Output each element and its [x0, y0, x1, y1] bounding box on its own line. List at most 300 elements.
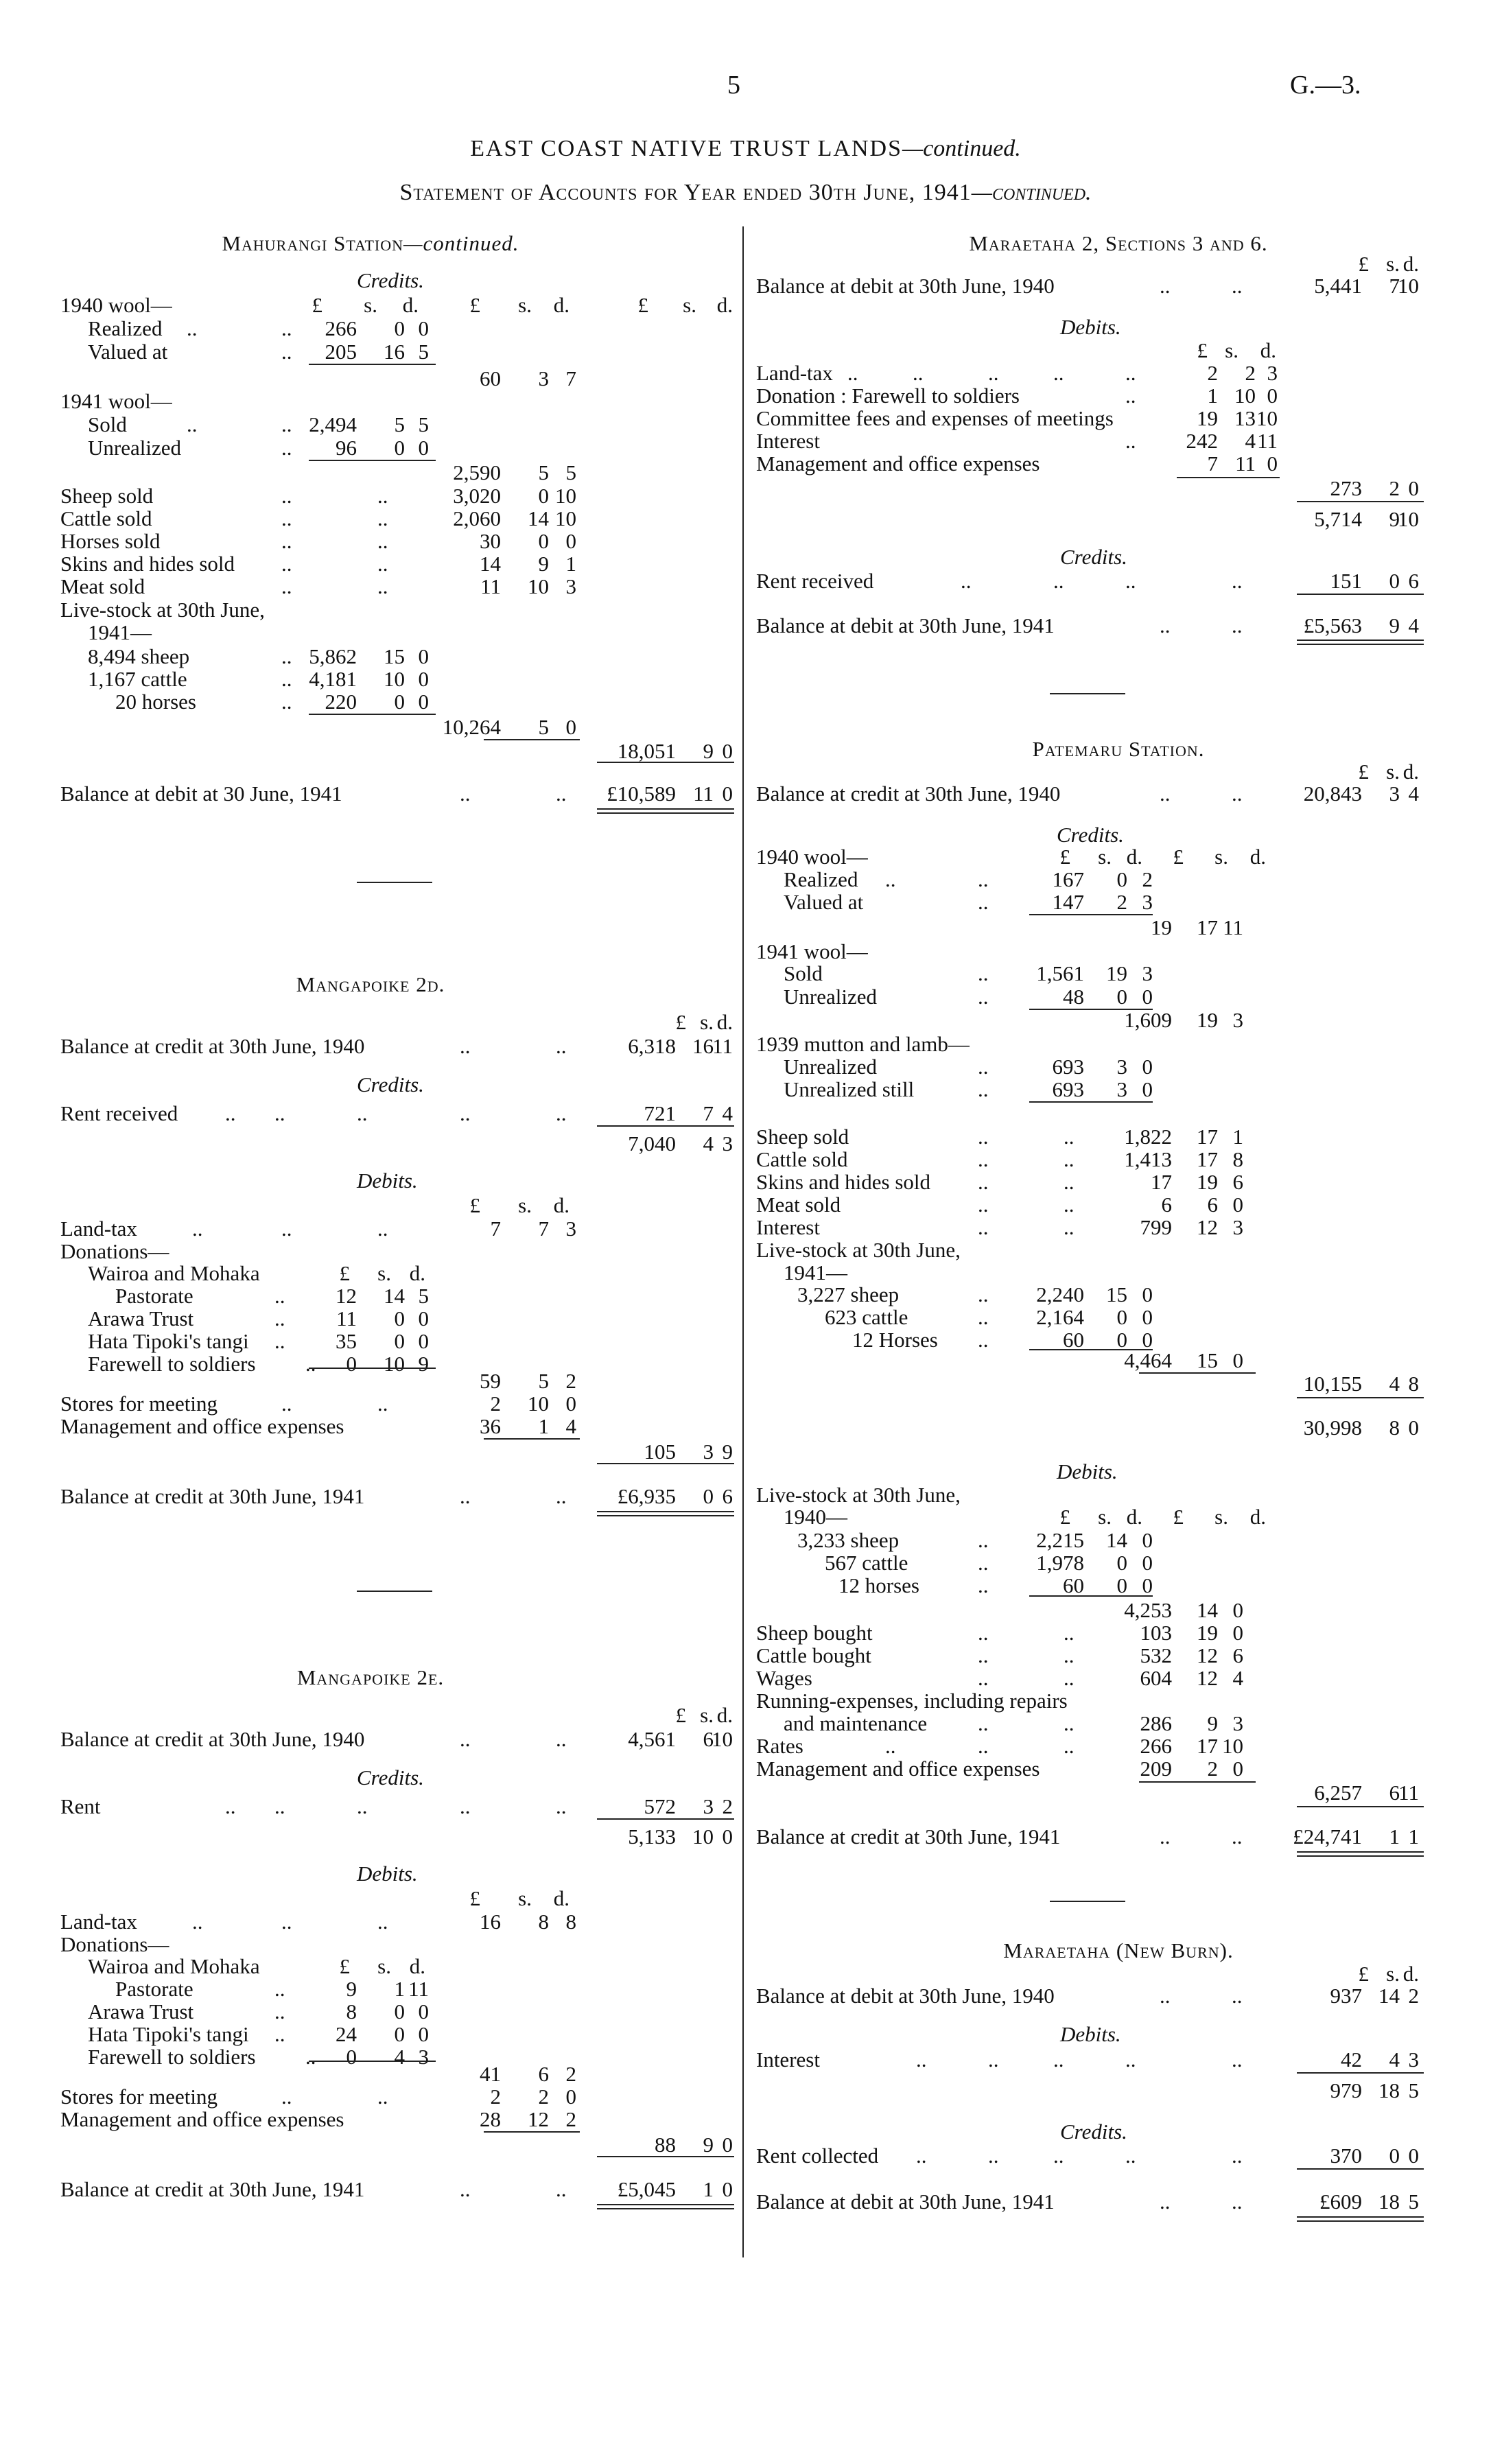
column-header: s. — [1225, 338, 1238, 362]
management-shillings: 2 — [1207, 1757, 1218, 1781]
leader-dots: .. — [1160, 1824, 1171, 1849]
livestock-item-shillings: 10 — [384, 667, 405, 691]
credit-item-pounds: 6 — [1161, 1193, 1172, 1217]
debit-item-label: Sheep bought — [756, 1621, 873, 1645]
rule — [1297, 501, 1424, 502]
closing-balance-pounds: £24,741 — [1293, 1824, 1362, 1849]
subtotal-pence: 0 — [1408, 1416, 1419, 1440]
leader-dots: .. — [377, 529, 388, 553]
management-pounds: 209 — [1140, 1757, 1172, 1781]
leader-dots: .. — [281, 667, 292, 691]
donations-total-pence: 2 — [565, 1369, 576, 1393]
opening-balance-pence: 2 — [1408, 1984, 1419, 2008]
rent-pounds: 721 — [644, 1101, 676, 1125]
donation-item-label: Pastorate — [115, 1284, 193, 1308]
subtitle-continued: —continued. — [971, 180, 1092, 205]
rent-label: Rent collected — [756, 2144, 879, 2168]
column-header: £ — [1358, 1962, 1369, 1986]
credit-item-pounds: 11 — [480, 574, 501, 598]
column-header: s. — [364, 293, 377, 317]
leader-dots: .. — [460, 2177, 471, 2201]
wool1940-total-pence: 11 — [1223, 915, 1243, 939]
leader-dots: .. — [305, 2045, 316, 2069]
livestock-item-pounds: 60 — [1063, 1328, 1084, 1352]
debit-item-pence: 4 — [1232, 1666, 1243, 1690]
rule — [597, 808, 734, 810]
interest-shillings: 4 — [1389, 2048, 1400, 2072]
page-reference: G.—3. — [1290, 71, 1361, 99]
wool-1941-label: 1941 wool— — [756, 939, 868, 963]
leader-dots: .. — [978, 961, 989, 985]
leader-dots: .. — [281, 552, 292, 576]
donation-item-pounds: 8 — [346, 1999, 357, 2023]
opening-balance-shillings: 16 — [692, 1034, 714, 1058]
valued-pence: 5 — [418, 340, 429, 364]
debit-item-label: Land-tax — [756, 361, 833, 385]
section-heading-new-burn: Maraetaha (New Burn). — [1003, 1938, 1234, 1962]
donation-item-pounds: 12 — [336, 1284, 357, 1308]
sold-pence: 3 — [1142, 961, 1153, 985]
balance-label: Balance at debit at 30 June, 1941 — [60, 782, 342, 806]
donation-item-label: Farewell to soldiers — [88, 1352, 256, 1376]
column-header: s. — [518, 1886, 532, 1910]
column-divider — [742, 226, 744, 2257]
opening-balance-pence: 4 — [1408, 782, 1419, 806]
management-pence: 2 — [565, 2107, 576, 2131]
subtitle-text: Statement of Accounts for Year ended 30th June, 1941 — [399, 180, 972, 205]
credits-total-pence: 0 — [722, 739, 733, 763]
leader-dots: .. — [978, 1573, 989, 1597]
leader-dots: .. — [978, 1305, 989, 1329]
leader-dots: .. — [1125, 429, 1136, 453]
closing-balance-pounds: £6,935 — [617, 1484, 676, 1508]
donation-item-shillings: 1 — [394, 1977, 405, 2001]
debit-item-pounds: 242 — [1186, 429, 1218, 453]
leader-dots: .. — [377, 1910, 388, 1934]
stores-label: Stores for meeting — [60, 2085, 218, 2109]
sold-pounds: 1,561 — [1036, 961, 1084, 985]
credits-total-pounds: 10,155 — [1303, 1372, 1362, 1396]
wool1941-total-pence: 3 — [1232, 1008, 1243, 1032]
livestock-item-pounds: 5,862 — [309, 644, 357, 668]
rent-pounds: 572 — [644, 1794, 676, 1818]
debits-total-pence: 11 — [1398, 1781, 1419, 1805]
leader-dots: .. — [1064, 1215, 1075, 1239]
leader-dots: .. — [281, 436, 292, 460]
running-expenses-label-2: and maintenance — [784, 1711, 928, 1735]
balance-pounds: £10,589 — [607, 782, 676, 806]
leader-dots: .. — [1053, 569, 1064, 593]
debit-item-pence: 6 — [1232, 1643, 1243, 1667]
rule — [597, 1818, 734, 1820]
column-header: s. — [700, 1010, 714, 1034]
debit-item-pounds: 103 — [1140, 1621, 1172, 1645]
land-tax-label: Land-tax — [60, 1217, 137, 1241]
column-header: d. — [553, 293, 570, 317]
running-expenses-label: Running-expenses, including repairs — [756, 1689, 1068, 1713]
credit-item-shillings: 10 — [528, 574, 549, 598]
credit-item-shillings: 19 — [1197, 1170, 1218, 1194]
credit-item-pence: 3 — [565, 574, 576, 598]
section-separator — [1050, 1901, 1125, 1902]
valued-pence: 3 — [1142, 890, 1153, 914]
sold-shillings: 19 — [1106, 961, 1127, 985]
debits-total-shillings: 2 — [1389, 476, 1400, 500]
leader-dots: .. — [1053, 2144, 1064, 2168]
column-header: d. — [716, 293, 733, 317]
debit-item-label: Committee fees and expenses of meetings — [756, 406, 1114, 430]
donation-item-pence: 0 — [418, 1999, 429, 2023]
sold-label: Sold — [88, 412, 127, 436]
leader-dots: .. — [281, 644, 292, 668]
livestock-item-pence: 0 — [1142, 1305, 1153, 1329]
leader-dots: .. — [274, 2022, 285, 2046]
rule — [597, 2208, 734, 2209]
livestock-item-pounds: 220 — [325, 690, 357, 714]
debit-item-shillings: 4 — [1245, 429, 1256, 453]
mutton-unrealized-pence: 0 — [1142, 1055, 1153, 1079]
leader-dots: .. — [978, 867, 989, 891]
debits-label: Debits. — [1060, 315, 1121, 339]
rent-label: Rent — [60, 1794, 101, 1818]
column-header: d. — [1402, 252, 1419, 276]
leader-dots: .. — [225, 1794, 236, 1818]
leader-dots: .. — [1160, 2190, 1171, 2214]
leader-dots: .. — [1064, 1711, 1075, 1735]
livestock-item-pence: 0 — [1142, 1328, 1153, 1352]
wool-1940-label: 1940 wool— — [756, 845, 868, 869]
livestock-year: 1941— — [784, 1260, 847, 1284]
rent-shillings: 7 — [703, 1101, 714, 1125]
leader-dots: .. — [281, 529, 292, 553]
leader-dots: .. — [556, 1794, 567, 1818]
leader-dots: .. — [961, 569, 972, 593]
opening-balance-pounds: 4,561 — [628, 1727, 676, 1751]
column-header: d. — [1126, 1505, 1142, 1529]
column-header: d. — [1402, 1962, 1419, 1986]
debit-item-shillings: 10 — [1234, 384, 1256, 408]
donation-item-shillings: 0 — [394, 1999, 405, 2023]
credit-item-pounds: 30 — [480, 529, 501, 553]
leader-dots: .. — [1064, 1734, 1075, 1758]
credit-item-pounds: 14 — [480, 552, 501, 576]
donation-item-pounds: 9 — [346, 1977, 357, 2001]
leader-dots: .. — [460, 782, 471, 806]
credits-total-shillings: 4 — [1389, 1372, 1400, 1396]
wool-1941-label: 1941 wool— — [60, 389, 172, 413]
column-header: d. — [1249, 845, 1266, 869]
debits-total-shillings: 3 — [703, 1440, 714, 1464]
unrealized-shillings: 0 — [1116, 985, 1127, 1009]
wool1941-total-pounds: 2,590 — [453, 460, 501, 484]
donation-item-label: Pastorate — [115, 1977, 193, 2001]
leader-dots: .. — [1064, 1621, 1075, 1645]
stores-pounds: 2 — [490, 2085, 501, 2109]
rule — [484, 2131, 580, 2133]
unrealized-pence: 0 — [1142, 985, 1153, 1009]
leader-dots: .. — [913, 361, 924, 385]
valued-shillings: 16 — [384, 340, 405, 364]
leader-dots: .. — [988, 361, 999, 385]
rule — [597, 762, 734, 763]
opening-balance-shillings: 6 — [703, 1727, 714, 1751]
leader-dots: .. — [978, 985, 989, 1009]
column-header: £ — [339, 1954, 350, 1978]
leader-dots: .. — [357, 1794, 368, 1818]
rule — [597, 1515, 734, 1516]
debit-item-pence: 10 — [1256, 406, 1278, 430]
rent-pence: 2 — [722, 1794, 733, 1818]
subtotal-pounds: 5,714 — [1314, 507, 1362, 531]
credit-item-label: Skins and hides sold — [60, 552, 235, 576]
livestock-item-pence: 0 — [1142, 1551, 1153, 1575]
credit-item-label: Interest — [756, 1215, 820, 1239]
rule — [597, 1463, 734, 1464]
leader-dots: .. — [1064, 1170, 1075, 1194]
column-header: £ — [1197, 338, 1208, 362]
closing-balance-pence: 4 — [1408, 613, 1419, 637]
debit-item-shillings: 12 — [1197, 1643, 1218, 1667]
title-text: EAST COAST NATIVE TRUST LANDS — [470, 136, 902, 161]
rent-shillings: 0 — [1389, 569, 1400, 593]
leader-dots: .. — [978, 1147, 989, 1171]
livestock-total-pence: 0 — [565, 715, 576, 739]
wool1941-total-pence: 5 — [565, 460, 576, 484]
debits-total-pence: 0 — [1408, 476, 1419, 500]
debits-total-shillings: 6 — [1389, 1781, 1400, 1805]
management-shillings: 12 — [528, 2107, 549, 2131]
credit-item-pence: 0 — [565, 529, 576, 553]
management-label: Management and office expenses — [60, 1414, 344, 1438]
column-header: £ — [1173, 845, 1184, 869]
livestock-item-pence: 0 — [1142, 1282, 1153, 1306]
rule — [1297, 2072, 1424, 2074]
livestock-label: Live-stock at 30th June, — [756, 1483, 961, 1507]
column-header: £ — [1358, 760, 1369, 784]
leader-dots: .. — [988, 2144, 999, 2168]
debit-item-label: Cattle bought — [756, 1643, 871, 1667]
leader-dots: .. — [1064, 1193, 1075, 1217]
column-header: d. — [716, 1703, 733, 1727]
opening-balance-pounds: 20,843 — [1303, 782, 1362, 806]
leader-dots: .. — [1232, 2144, 1243, 2168]
credit-item-pounds: 17 — [1151, 1170, 1172, 1194]
rule — [1297, 594, 1424, 595]
leader-dots: .. — [1232, 569, 1243, 593]
subtotal-shillings: 9 — [1389, 507, 1400, 531]
column-header: £ — [1173, 1505, 1184, 1529]
mutton-unrealized-pounds: 693 — [1052, 1055, 1084, 1079]
leader-dots: .. — [1232, 274, 1243, 298]
column-header: s. — [377, 1261, 391, 1285]
debit-item-label: Management and office expenses — [756, 451, 1040, 476]
leader-dots: .. — [1232, 2048, 1243, 2072]
credit-item-pounds: 799 — [1140, 1215, 1172, 1239]
rent-pounds: 370 — [1330, 2144, 1362, 2168]
donation-item-pence: 0 — [418, 1306, 429, 1330]
leader-dots: .. — [978, 1666, 989, 1690]
wool1941-total-pounds: 1,609 — [1124, 1008, 1172, 1032]
column-header: £ — [1059, 845, 1070, 869]
leader-dots: .. — [460, 1484, 471, 1508]
rule — [1029, 914, 1153, 915]
debit-item-pounds: 19 — [1197, 406, 1218, 430]
donations-total-pounds: 41 — [480, 2062, 501, 2086]
column-header: s. — [1386, 252, 1400, 276]
leader-dots: .. — [357, 1101, 368, 1125]
subtotal-shillings: 8 — [1389, 1416, 1400, 1440]
livestock-item-label: 12 horses — [838, 1573, 919, 1597]
wool1940-total-shillings: 17 — [1197, 915, 1218, 939]
donation-item-pence: 9 — [418, 1352, 429, 1376]
closing-balance-pence: 1 — [1408, 1824, 1419, 1849]
leader-dots: .. — [847, 361, 858, 385]
mutton-label: 1939 mutton and lamb— — [756, 1032, 970, 1056]
leader-dots: .. — [1232, 1824, 1243, 1849]
subtotal-pence: 10 — [1398, 507, 1419, 531]
stores-pounds: 2 — [490, 1392, 501, 1416]
rates-shillings: 17 — [1197, 1734, 1218, 1758]
sold-shillings: 5 — [394, 412, 405, 436]
balance-pence: 0 — [722, 782, 733, 806]
leader-dots: .. — [1064, 1125, 1075, 1149]
leader-dots: .. — [281, 574, 292, 598]
leader-dots: .. — [274, 1101, 285, 1125]
leader-dots: .. — [1064, 1666, 1075, 1690]
leader-dots: .. — [305, 1352, 316, 1376]
credit-item-label: Horses sold — [60, 529, 161, 553]
closing-balance-shillings: 0 — [703, 1484, 714, 1508]
credits-label: Credits. — [357, 1072, 424, 1096]
donation-item-pounds: 0 — [346, 2045, 357, 2069]
closing-balance-label: Balance at credit at 30th June, 1941 — [756, 1824, 1061, 1849]
leader-dots: .. — [1160, 613, 1171, 637]
leader-dots: .. — [1160, 782, 1171, 806]
subtotal-shillings: 18 — [1378, 2078, 1400, 2102]
rule — [1297, 2168, 1424, 2170]
land-tax-pence: 8 — [565, 1910, 576, 1934]
leader-dots: .. — [274, 1329, 285, 1353]
livestock-total-shillings: 15 — [1197, 1348, 1218, 1372]
realized-pence: 0 — [418, 316, 429, 340]
debits-label: Debits. — [1057, 1459, 1118, 1483]
unrealized-pounds: 96 — [336, 436, 357, 460]
rule — [1029, 1101, 1153, 1103]
closing-balance-label: Balance at credit at 30th June, 1941 — [60, 1484, 365, 1508]
wool1940-total-pence: 7 — [565, 366, 576, 390]
leader-dots: .. — [978, 1170, 989, 1194]
land-tax-label: Land-tax — [60, 1910, 137, 1934]
credit-item-shillings: 0 — [538, 529, 549, 553]
closing-balance-pounds: £5,045 — [617, 2177, 676, 2201]
credits-total-pence: 8 — [1408, 1372, 1419, 1396]
stores-pence: 0 — [565, 1392, 576, 1416]
column-header: s. — [1386, 760, 1400, 784]
subtotal-pounds: 7,040 — [628, 1131, 676, 1155]
donation-item-pence: 0 — [418, 2022, 429, 2046]
column-header: d. — [409, 1954, 425, 1978]
donations-label: Donations— — [60, 1932, 169, 1956]
subtotal-pence: 0 — [722, 1824, 733, 1849]
running-expenses-pence: 3 — [1232, 1711, 1243, 1735]
wool1941-total-shillings: 5 — [538, 460, 549, 484]
valued-label: Valued at — [784, 890, 864, 914]
donation-item-label: Arawa Trust — [88, 1306, 194, 1330]
livestock-item-pounds: 2,215 — [1036, 1528, 1084, 1552]
livestock-item-shillings: 15 — [384, 644, 405, 668]
page-number: 5 — [727, 71, 740, 99]
rates-pence: 10 — [1222, 1734, 1243, 1758]
leader-dots: .. — [978, 1328, 989, 1352]
opening-balance-pounds: 6,318 — [628, 1034, 676, 1058]
debits-total-shillings: 9 — [703, 2133, 714, 2157]
rule — [1029, 1595, 1153, 1597]
livestock-item-label: 3,227 sheep — [797, 1282, 900, 1306]
column-header: s. — [683, 293, 696, 317]
leader-dots: .. — [460, 1727, 471, 1751]
livestock-item-label: 567 cattle — [825, 1551, 908, 1575]
leader-dots: .. — [377, 484, 388, 508]
rule — [484, 1438, 580, 1440]
leader-dots: .. — [556, 1034, 567, 1058]
stores-label: Stores for meeting — [60, 1392, 218, 1416]
livestock-item-pence: 0 — [1142, 1528, 1153, 1552]
debits-label: Debits. — [357, 1169, 418, 1193]
column-header: d. — [1260, 338, 1276, 362]
leader-dots: .. — [274, 1999, 285, 2023]
column-header: £ — [469, 1193, 480, 1217]
stores-pence: 0 — [565, 2085, 576, 2109]
credit-item-pounds: 1,822 — [1124, 1125, 1172, 1149]
rule — [1297, 644, 1424, 645]
subtotal-pounds: 5,133 — [628, 1824, 676, 1849]
rent-pence: 0 — [1408, 2144, 1419, 2168]
credits-total-shillings: 9 — [703, 739, 714, 763]
leader-dots: .. — [978, 890, 989, 914]
rent-shillings: 0 — [1389, 2144, 1400, 2168]
livestock-total-pounds: 10,264 — [442, 715, 501, 739]
leader-dots: .. — [988, 2048, 999, 2072]
debit-item-shillings: 13 — [1234, 406, 1256, 430]
closing-balance-pence: 5 — [1408, 2190, 1419, 2214]
land-tax-pence: 3 — [565, 1217, 576, 1241]
livestock-item-pounds: 1,978 — [1036, 1551, 1084, 1575]
leader-dots: .. — [1125, 569, 1136, 593]
leader-dots: .. — [978, 1215, 989, 1239]
column-header: s. — [377, 1954, 391, 1978]
rule — [309, 364, 436, 365]
column-header: s. — [1214, 1505, 1228, 1529]
rule — [597, 1125, 734, 1127]
livestock-item-shillings: 0 — [1116, 1305, 1127, 1329]
donation-item-pence: 0 — [418, 1329, 429, 1353]
valued-shillings: 2 — [1116, 890, 1127, 914]
donation-item-pence: 11 — [408, 1977, 429, 2001]
donation-item-pounds: 11 — [336, 1306, 357, 1330]
donation-item-label: Hata Tipoki's tangi — [88, 2022, 249, 2046]
debits-total-pounds: 273 — [1330, 476, 1362, 500]
leader-dots: .. — [192, 1217, 203, 1241]
section-heading-mahurangi — [0, 232, 741, 255]
credits-label: Credits. — [357, 1765, 424, 1790]
leader-dots: .. — [978, 1621, 989, 1645]
closing-balance-pence: 6 — [722, 1484, 733, 1508]
livestock-item-label: 3,233 sheep — [797, 1528, 900, 1552]
donation-item-pounds: 0 — [346, 1352, 357, 1376]
credit-item-pence: 10 — [555, 506, 576, 530]
unrealized-label: Unrealized — [784, 985, 877, 1009]
column-header: d. — [1402, 760, 1419, 784]
